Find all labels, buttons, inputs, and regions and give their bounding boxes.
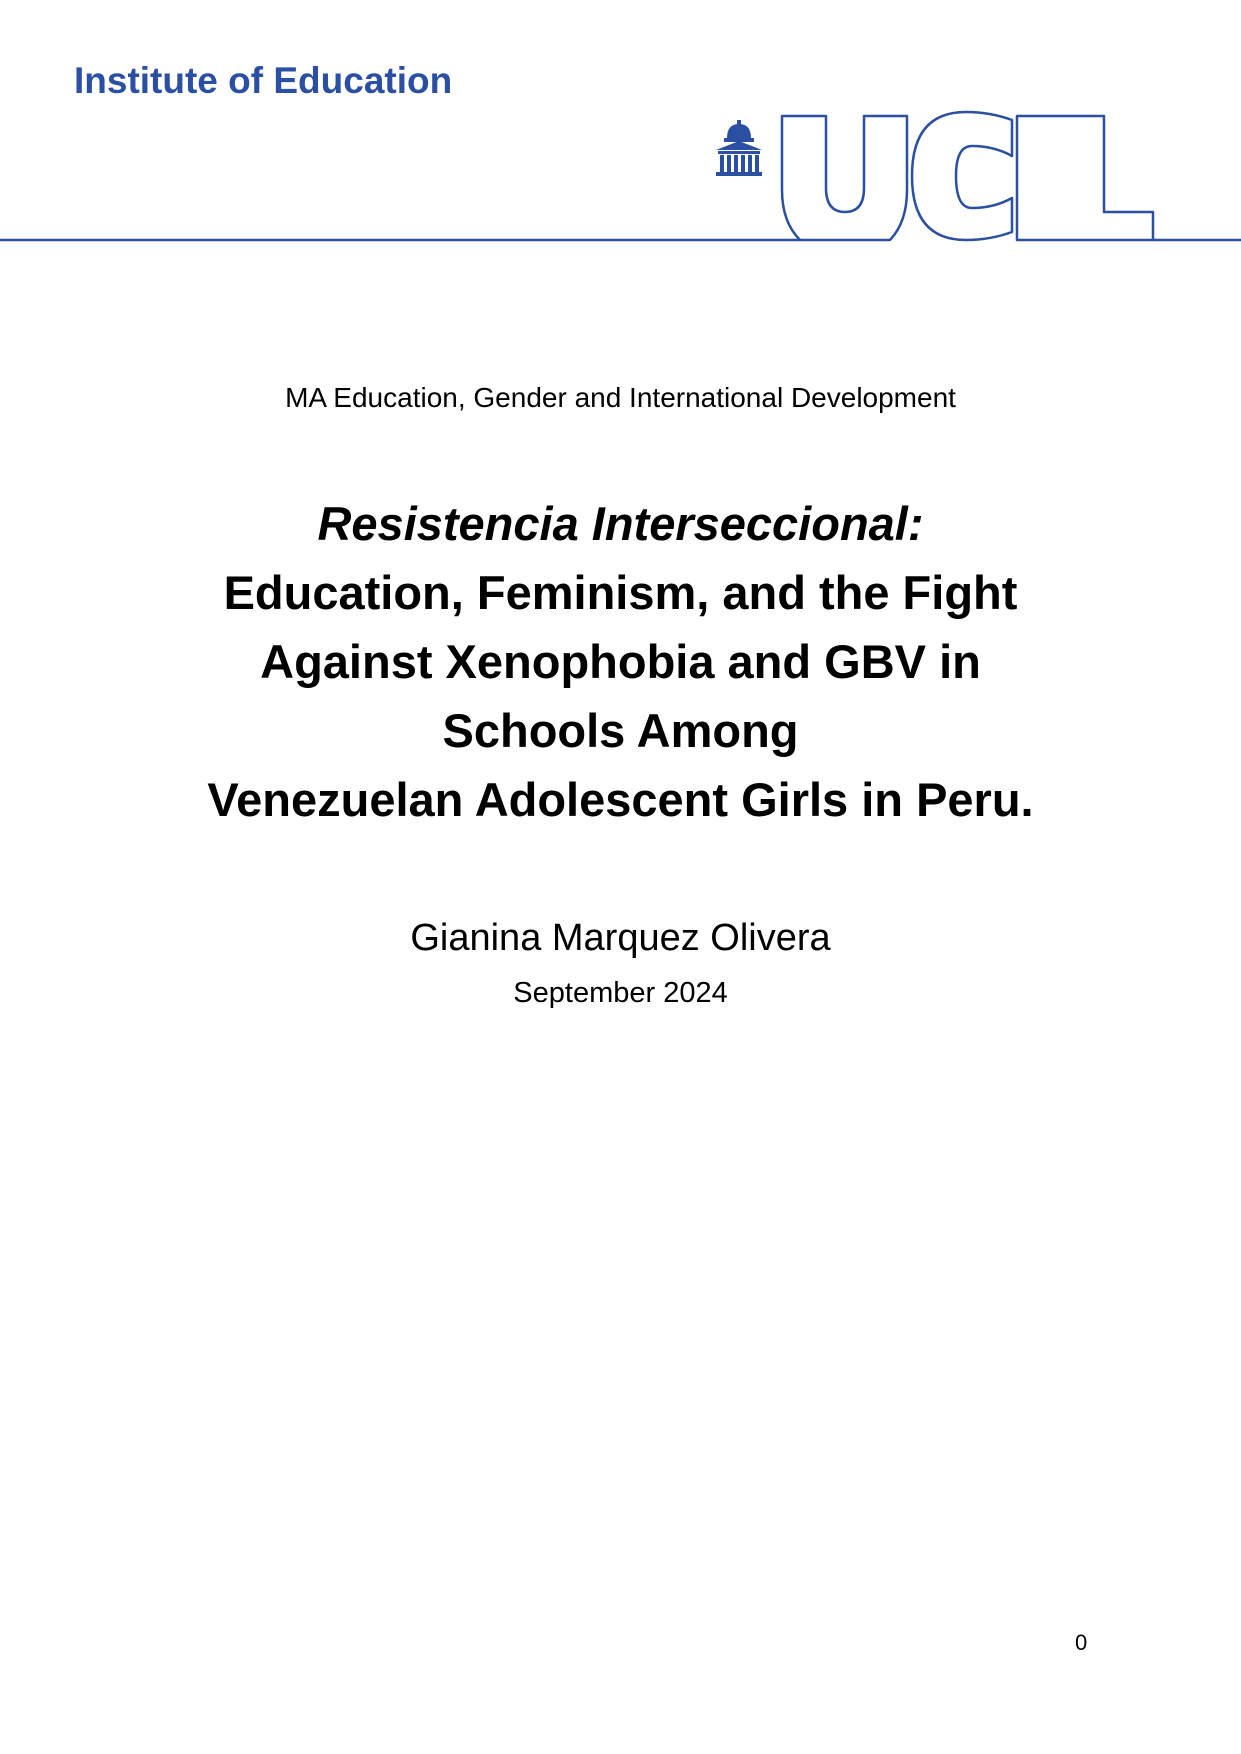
institution-name: Institute of Education — [74, 60, 453, 101]
dissertation-title — [0, 489, 1241, 834]
title-line-italic: Resistencia Interseccional: — [317, 497, 924, 550]
programme-name: MA Education, Gender and International Development — [285, 382, 956, 413]
ucl-logo — [0, 0, 1241, 260]
submission-date: September 2024 — [513, 977, 728, 1009]
title-line-4: Venezuelan Adolescent Girls in Peru. — [207, 773, 1034, 826]
title-line-1: Education, Feminism, and the Fight — [223, 566, 1018, 619]
author-name: Gianina Marquez Olivera — [410, 917, 831, 959]
ucl-letter-c — [912, 112, 1012, 240]
portico-icon — [716, 120, 762, 176]
ucl-letter-u — [782, 116, 907, 240]
title-line-2: Against Xenophobia and GBV in — [260, 635, 981, 688]
page-number: 0 — [1075, 1630, 1088, 1655]
ucl-letter-l — [1017, 116, 1153, 240]
title-line-3: Schools Among — [442, 704, 799, 757]
